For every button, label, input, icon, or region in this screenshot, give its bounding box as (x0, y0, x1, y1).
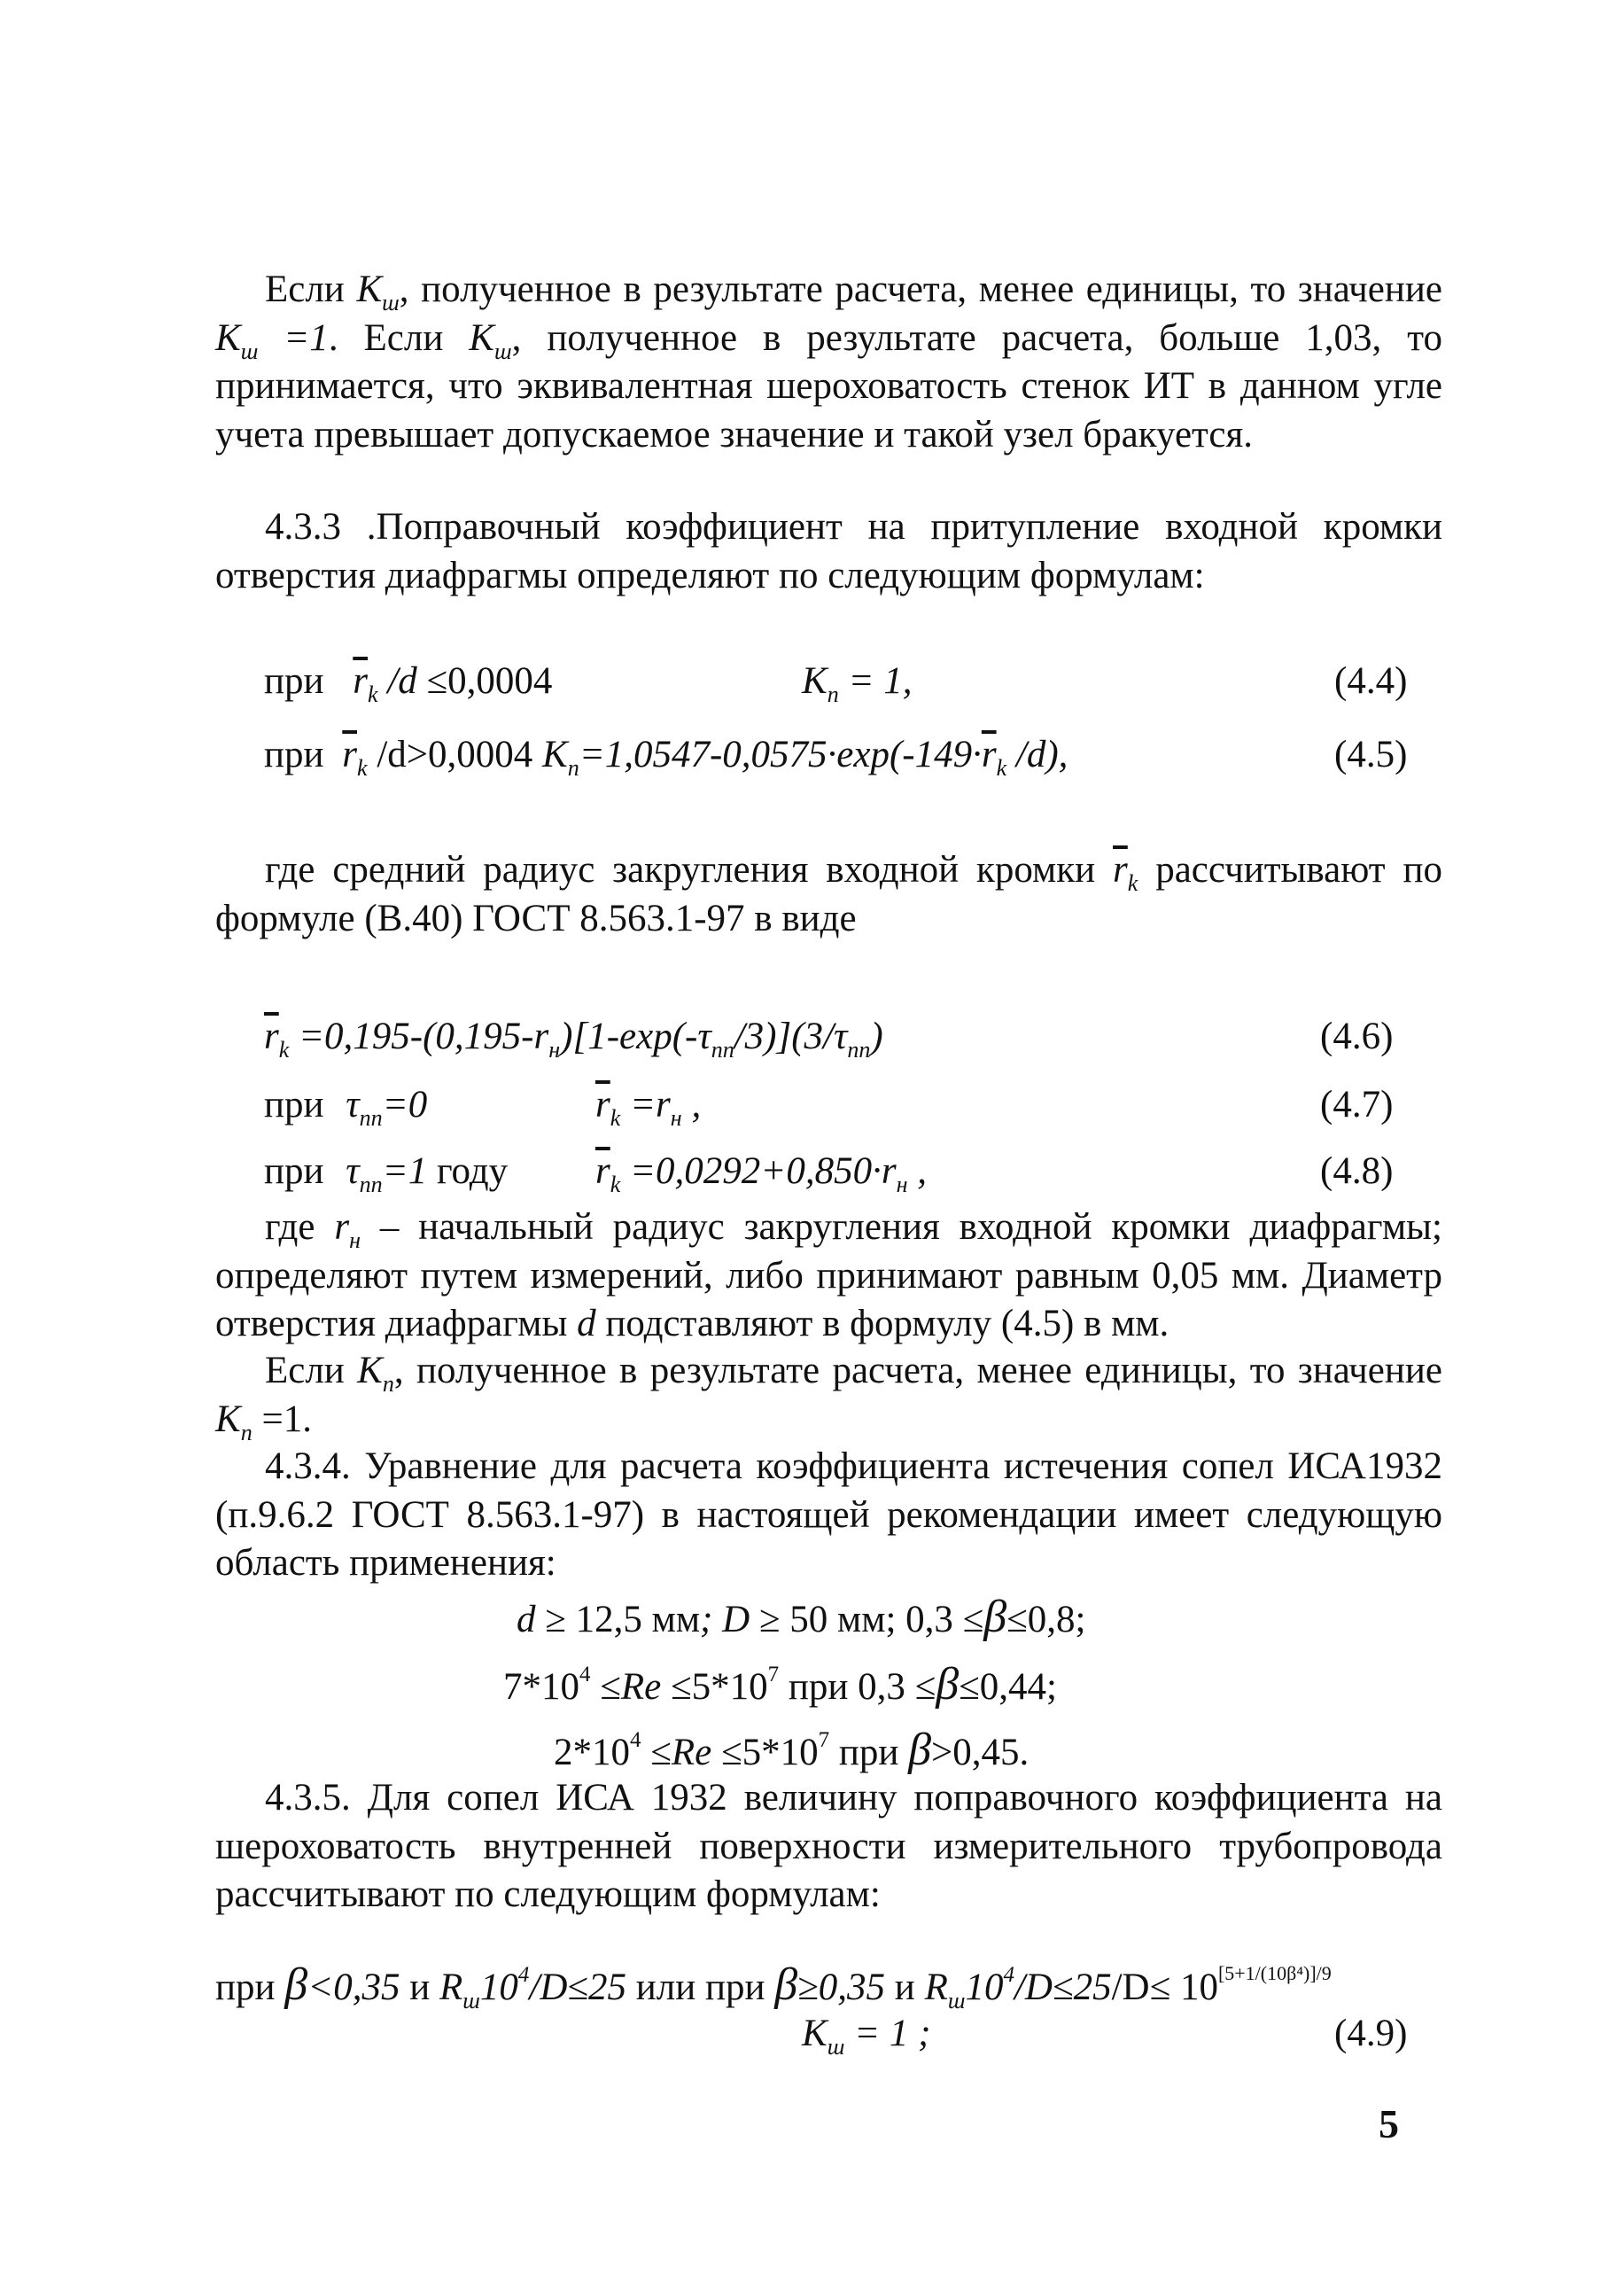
range-line-2: $7*10^4 \le Re \le 5*10^7$ при 0,3 ≤β≤0,44; (503, 1659, 1057, 1710)
equation-number: (4.7) (1320, 1084, 1394, 1126)
range-line-3: $2*10^4 \le Re \le 5*10^7$ при β>0,45. (554, 1725, 1030, 1775)
paragraph-4-3-5: 4.3.5. Для сопел ИСА 1932 величину поправочного коэффициента на шероховатость внутренней поверхности измерительного трубопровода рассчитывают по следующим формулам: (215, 1777, 1442, 1915)
equation-number: (4.8) (1320, 1150, 1394, 1192)
paragraph-4-3-4: 4.3.4. Уравнение для расчета коэффициента истечения сопел ИСА1932 (п.9.6.2 ГОСТ 8.563.1-97) в настоящей рекомендации имеет следующую область применения: (215, 1445, 1442, 1584)
range-line-1: d ≥ 12,5 мм; D ≥ 50 мм; 0,3 ≤β≤0,8; (517, 1592, 1086, 1642)
paragraph-kш-result: Если $K_ш$, полученное в результате расчета, менее единицы, то значение $K_ш =1$. Если $K_ш$, полученное в результате расчета, больше 1,03, то принимается, что эквивалентная шероховатость стенок ИТ в данном угле учета превышает допускаемое значение и такой узел бракуется. (215, 269, 1442, 456)
formula-4-4-rhs: $K_n = 1$, (802, 660, 913, 707)
formula-4-6: $\overline{r}_k =0,195-(0,195-r_н)[1-\exp(-\tau_{пп}/3)](3/\tau_{пп})$ (264, 1016, 883, 1063)
paragraph-4-3-3: 4.3.3 .Поправочный коэффициент на притупление входной кромки отверстия диафрагмы определяют по следующим формулам: (215, 506, 1442, 596)
equation-number: (4.6) (1320, 1016, 1394, 1057)
page-number: 5 (1379, 2101, 1399, 2146)
formula-4-5: при $\overline{r}_k$ /d>0,0004 $K_n=1,0547-0,0575\cdot\exp(-149\cdot\overline{r}_k$ /d), (264, 734, 1068, 781)
paragraph-rk-definition: где средний радиус закругления входной кромки $\overline{r}_k$ рассчитывают по формуле (В.40) ГОСТ 8.563.1-97 в виде (215, 849, 1442, 939)
equation-number: (4.4) (1334, 660, 1408, 702)
formula-4-9-condition: при β<0,35 и $R_ш10^4/D\le 25$ или при β≥0,35 и $R_ш10^4/D\le 25/D\le 10^{[5+1/(10\beta^4)]/9}$ (215, 1959, 1332, 2013)
paragraph-rн-definition: где $r_н$ – начальный радиус закругления входной кромки диафрагмы; определяют путем измерений, либо принимают равным 0,05 мм. Диаметр отверстия диафрагмы d подставляют в формулу (4.5) в мм. (215, 1206, 1442, 1344)
equation-number: (4.9) (1334, 2013, 1408, 2054)
formula-4-7: при $\tau_{пп}=0$ (264, 1084, 428, 1131)
formula-4-8-rhs: $\overline{r}_k =0,0292+0,850\cdot r_н$ , (595, 1150, 927, 1197)
equation-number: (4.5) (1334, 734, 1408, 775)
formula-4-9-rhs: $K_ш = 1$ ; (802, 2013, 931, 2060)
formula-4-7-rhs: $\overline{r}_k =r_н$ , (595, 1084, 702, 1131)
paragraph-kn-result: Если $K_n$, полученное в результате расчета, менее единицы, то значение $K_n =1$. (215, 1350, 1442, 1445)
formula-4-4: при $\overline{r}_k$ /d ≤0,0004 (264, 660, 553, 707)
formula-4-8: при $\tau_{пп}=1$ году (264, 1150, 509, 1197)
